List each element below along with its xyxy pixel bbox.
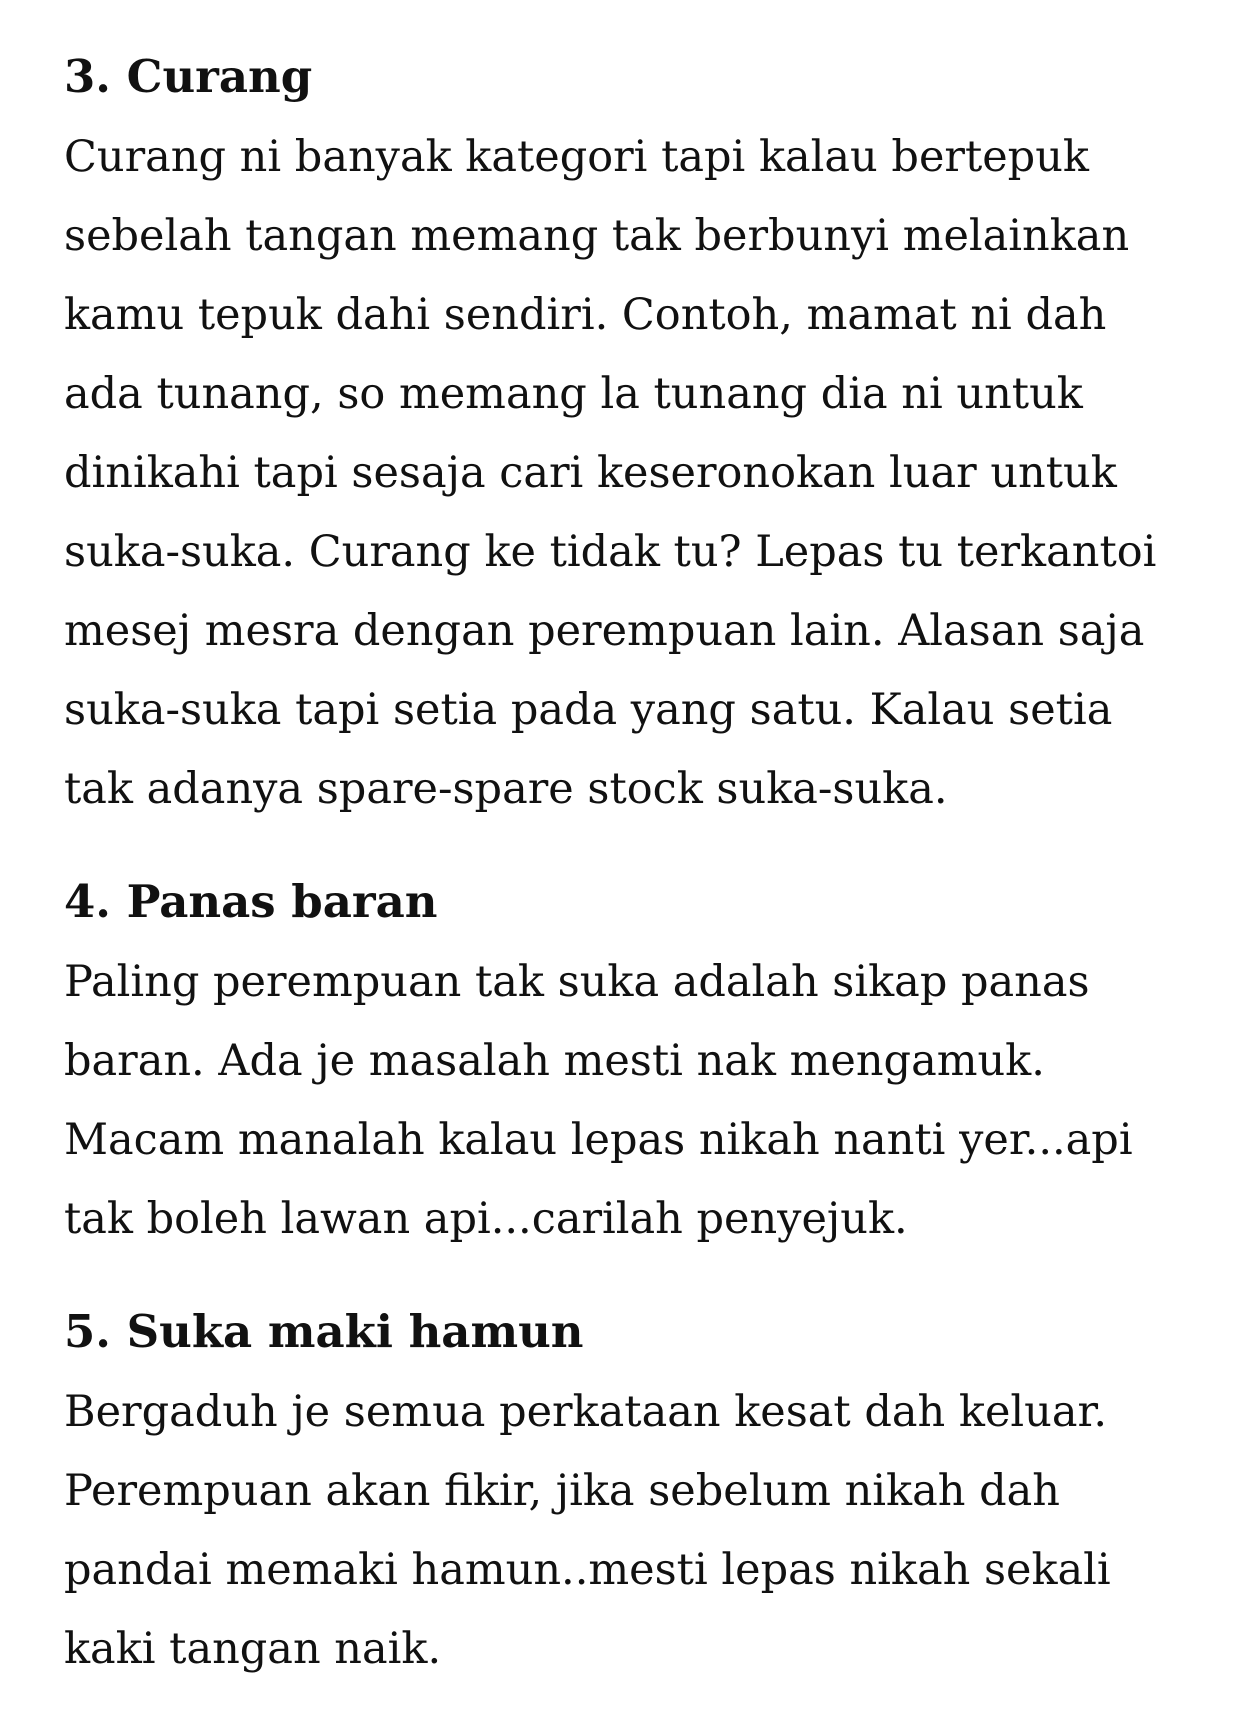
section-paragraph	[64, 943, 1194, 1259]
text-line: Macam manalah kalau lepas nikah nanti yer...api	[64, 1115, 1133, 1165]
text-line: tak boleh lawan api...carilah penyejuk.	[64, 1194, 908, 1244]
text-line: sebelah tangan memang tak berbunyi melainkan	[64, 211, 1130, 261]
section-heading: 4. Panas baran	[64, 875, 438, 928]
text-line: ada tunang, so memang la tunang dia ni untuk	[64, 369, 1083, 419]
section-paragraph	[64, 1373, 1194, 1689]
article-body	[64, 48, 1194, 1733]
section-panas-baran	[64, 873, 1194, 1259]
text-line: baran. Ada je masalah mesti nak mengamuk.	[64, 1036, 1045, 1086]
text-line: kaki tangan naik.	[64, 1624, 442, 1674]
section-curang	[64, 48, 1194, 829]
text-line: kamu tepuk dahi sendiri. Contoh, mamat ni dah	[64, 290, 1107, 340]
text-line: Paling perempuan tak suka adalah sikap panas	[64, 957, 1090, 1007]
text-line: Bergaduh je semua perkataan kesat dah keluar.	[64, 1387, 1107, 1437]
text-line: suka-suka. Curang ke tidak tu? Lepas tu terkantoi	[64, 527, 1157, 577]
section-heading: 3. Curang	[64, 50, 313, 103]
text-line: Perempuan akan fikir, jika sebelum nikah dah	[64, 1466, 1060, 1516]
text-line: mesej mesra dengan perempuan lain. Alasan saja	[64, 606, 1145, 656]
text-line: Curang ni banyak kategori tapi kalau bertepuk	[64, 132, 1089, 182]
text-line: dinikahi tapi sesaja cari keseronokan luar untuk	[64, 448, 1117, 498]
section-suka-maki-hamun	[64, 1303, 1194, 1689]
section-heading: 5. Suka maki hamun	[64, 1305, 584, 1358]
text-line: pandai memaki hamun..mesti lepas nikah sekali	[64, 1545, 1111, 1595]
text-line: suka-suka tapi setia pada yang satu. Kalau setia	[64, 685, 1113, 735]
text-line: tak adanya spare-spare stock suka-suka.	[64, 764, 948, 814]
section-paragraph	[64, 118, 1194, 829]
